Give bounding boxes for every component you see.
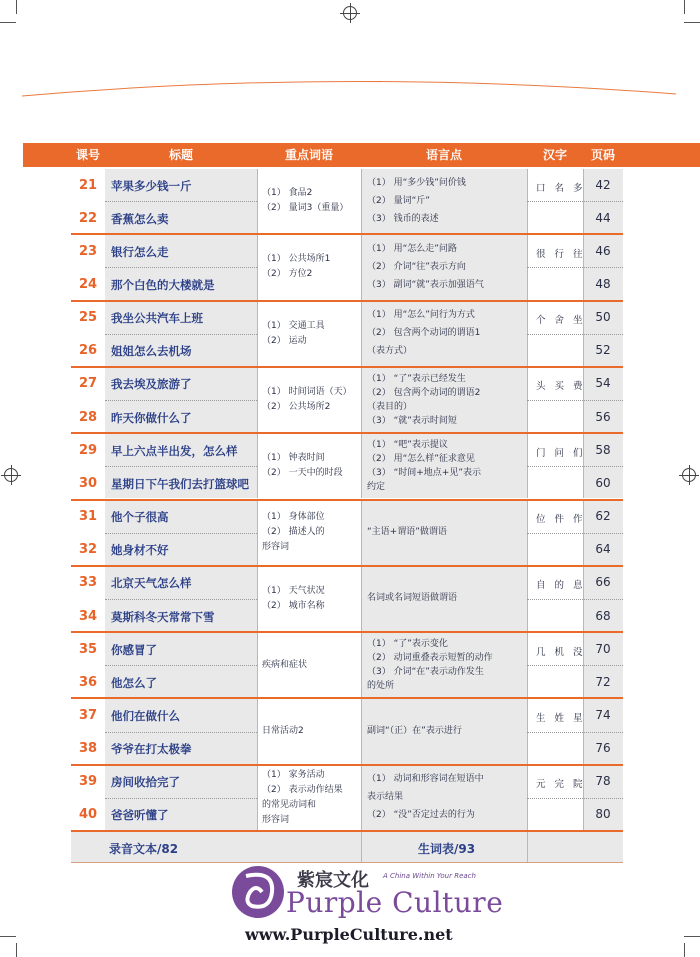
lesson-page: 62 [595,509,611,524]
lesson-characters: 头 买 费 [536,381,586,393]
vocab-item: 日常活动2 [262,726,304,737]
column-divider [361,699,362,763]
registration-mark-right [682,468,696,482]
row-divider [105,400,257,401]
column-divider [361,832,362,862]
row-divider [105,732,257,733]
vocab-item: （2） 表示动作结果 [262,784,343,795]
lesson-title[interactable]: 姐姐怎么去机场 [111,344,192,359]
lesson-page: 66 [595,575,611,590]
lesson-number: 34 [78,608,98,624]
row-divider [527,599,623,600]
vocab-item: （2） 城市名称 [262,600,325,611]
lesson-number: 36 [78,674,98,690]
lesson-number: 39 [78,774,98,790]
column-divider [361,302,362,366]
vocab-item: （1） 时间词语（天） [262,387,352,398]
transcripts-link[interactable]: 录音文本/82 [109,842,179,856]
column-divider [361,169,362,233]
lesson-title[interactable]: 我去埃及旅游了 [111,377,192,392]
vocab-item: 的常见动词和 [262,799,317,810]
lesson-title[interactable]: 他们在做什么 [111,708,180,723]
brand-chinese-name: 紫宸文化 [297,870,369,891]
vocab-cell [257,169,361,233]
column-divider [527,832,528,862]
lesson-page: 64 [595,542,611,557]
grammar-point: （3） 副词“就”表示加强语气 [367,279,484,290]
crop-mark [0,22,16,23]
registration-mark-top [343,6,357,20]
vocab-item: （1） 食品2 [262,188,313,199]
lesson-page: 56 [595,409,611,424]
vocab-cell [257,434,361,498]
header-title: 标题 [168,148,193,162]
row-divider [527,466,623,467]
vocab-item: （1） 身体部位 [262,512,325,523]
lesson-page: 58 [595,442,611,457]
lesson-title[interactable]: 房间收拾完了 [111,775,180,790]
row-divider [527,201,623,202]
column-divider [361,766,362,830]
vocab-item: （2） 运动 [262,335,307,346]
row-divider [105,334,257,335]
lesson-title[interactable]: 香蕉怎么卖 [111,211,169,226]
lesson-number: 35 [78,641,98,657]
vocab-item: 疾病和症状 [262,659,308,670]
crop-mark [16,943,17,957]
lesson-page: 78 [595,774,611,789]
column-divider [257,434,258,498]
lesson-number: 30 [78,475,98,491]
grammar-point: （3） “就”表示时间短 [367,415,457,426]
crop-mark [684,936,700,937]
lesson-page: 48 [595,277,611,292]
lesson-characters: 口 名 多 [536,182,586,194]
row-divider [527,732,623,733]
lesson-page: 60 [595,475,611,490]
grammar-point: （2） 包含两个动词的谓语1 [367,328,481,339]
lesson-page: 54 [595,376,611,391]
grammar-point: 名词或名词短语做谓语 [367,593,458,604]
grammar-point: （3） 介词“在”表示动作发生 [367,666,484,677]
vocab-item: （1） 天气状况 [262,585,325,596]
lesson-title[interactable]: 莫斯科冬天常常下雪 [111,609,215,624]
lesson-number: 23 [78,243,98,259]
column-divider [257,501,258,565]
lesson-page: 74 [595,707,611,722]
lesson-title[interactable]: 我坐公共汽车上班 [111,311,203,326]
registration-mark-left [4,468,18,482]
row-divider [527,400,623,401]
glossary-link[interactable]: 生词表/93 [418,842,476,856]
brand-tagline: A China Within Your Reach [383,872,476,880]
grammar-point: “主语+谓语”做谓语 [367,527,447,538]
lesson-number: 29 [78,442,98,458]
grammar-point: （2） 动词重叠表示短暂的动作 [367,652,493,663]
grammar-point: （3） 钱币的表述 [367,213,439,224]
grammar-point: （1） “吧”表示提议 [367,439,448,450]
lesson-page: 44 [595,210,611,225]
row-divider [527,798,623,799]
vocab-item: 形容词 [262,542,290,553]
lesson-number: 40 [78,807,98,823]
lesson-number: 32 [78,542,98,558]
lesson-title[interactable]: 他怎么了 [111,675,157,690]
vocab-item: 形容词 [262,814,290,825]
crop-mark [684,22,700,23]
grammar-point: 的处所 [367,680,395,691]
column-divider [361,235,362,299]
header-grammar: 语言点 [425,148,462,162]
crop-mark [684,943,685,957]
column-divider [257,235,258,299]
lesson-title[interactable]: 昨天你做什么了 [111,410,192,425]
lesson-title[interactable]: 北京天气怎么样 [111,576,192,591]
lesson-title[interactable]: 那个白色的大楼就是 [111,278,215,293]
grammar-point: （1） 用“多少钱”问价钱 [367,177,466,188]
lesson-title[interactable]: 早上六点半出发，怎么样 [111,443,238,458]
vocab-item: （2） 描述人的 [262,527,325,538]
lesson-characters: 门 问 们 [536,447,586,459]
lesson-page: 68 [595,608,611,623]
vocab-item: （1） 家务活动 [262,769,325,780]
row-divider [527,665,623,666]
column-divider [361,434,362,498]
vocab-cell [257,302,361,366]
column-divider [361,501,362,565]
purple-culture-logo [230,862,288,924]
lesson-page: 70 [595,641,611,656]
grammar-point: （2） 用“怎么样”征求意见 [367,453,475,464]
crop-mark [16,0,17,14]
grammar-point: （表目的） [367,401,413,412]
column-divider [257,368,258,432]
vocab-item: （1） 交通工具 [262,320,325,331]
row-divider [105,201,257,202]
grammar-point: （表方式） [367,346,413,357]
lesson-title[interactable]: 你感冒了 [111,642,157,657]
column-divider [257,699,258,763]
decorative-curve [0,60,700,120]
vocab-cell [257,567,361,631]
lesson-number: 24 [78,277,98,293]
lesson-number: 37 [78,707,98,723]
lesson-number: 26 [78,343,98,359]
grammar-point: （2） 量词“斤” [367,195,430,206]
grammar-point: 约定 [367,481,386,492]
lesson-number: 22 [78,210,98,226]
crop-mark [684,0,685,14]
lesson-number: 21 [78,177,98,193]
lesson-number: 25 [78,310,98,326]
vocab-item: （1） 公共场所1 [262,254,331,265]
header-page: 页码 [590,148,615,162]
lesson-page: 50 [595,310,611,325]
lesson-title[interactable]: 爷爷在打太极拳 [111,742,192,757]
row-divider [105,466,257,467]
lesson-characters: 生 姓 星 [536,712,586,724]
grammar-point: （1） “了”表示变化 [367,638,448,649]
grammar-point: （3） “时间+地点+见”表示 [367,467,481,478]
lesson-number: 27 [78,376,98,392]
header-vocab: 重点词语 [284,148,333,162]
lesson-characters: 自 的 息 [536,580,586,592]
grammar-point: （1） 动词和形容词在短语中 [367,774,484,785]
vocab-item: （2） 量词3（重量） [262,203,349,214]
row-divider [105,665,257,666]
lesson-title[interactable]: 爸爸听懂了 [111,808,169,823]
grammar-point: （1） “了”表示已经发生 [367,373,466,384]
lesson-page: 72 [595,674,611,689]
header-lesson: 课号 [75,148,100,162]
lesson-page: 52 [595,343,611,358]
lesson-page: 42 [595,177,611,192]
row-divider [527,334,623,335]
grammar-point: （1） 用“怎么走”问路 [367,243,457,254]
vocab-cell [257,368,361,432]
column-divider [361,633,362,697]
lesson-title[interactable]: 他个子很高 [111,510,169,525]
header-chars: 汉字 [542,148,567,162]
vocab-item: （1） 钟表时间 [262,453,325,464]
lesson-title[interactable]: 她身材不好 [111,543,169,558]
vocab-item: （2） 方位2 [262,269,313,280]
lesson-characters: 元 完 院 [536,779,586,791]
lesson-characters: 个 舍 坐 [536,315,586,327]
vocab-item: （2） 公共场所2 [262,402,331,413]
lesson-characters: 很 行 往 [536,248,586,260]
row-divider [105,599,257,600]
grammar-point: （2） 包含两个动词的谓语2 [367,387,481,398]
crop-mark [0,936,16,937]
column-divider [257,567,258,631]
lesson-page: 80 [595,807,611,822]
column-divider [361,368,362,432]
lesson-title[interactable]: 银行怎么走 [111,244,169,259]
lesson-number: 33 [78,575,98,591]
lesson-title[interactable]: 星期日下午我们去打篮球吧 [111,476,249,491]
lesson-characters: 位 件 作 [536,514,586,526]
column-divider [361,567,362,631]
grammar-point: 表示结果 [367,792,404,803]
brand-english-name: Purple Culture [286,886,504,919]
row-divider [105,798,257,799]
lesson-page: 46 [595,243,611,258]
row-divider [105,267,257,268]
grammar-point: （1） 用“怎么”问行为方式 [367,310,475,321]
column-divider [257,633,258,697]
grammar-point: （2） 介词“往”表示方向 [367,261,466,272]
column-divider [257,169,258,233]
lesson-title[interactable]: 苹果多少钱一斤 [111,178,192,193]
row-divider [527,533,623,534]
lesson-number: 28 [78,409,98,425]
vocab-item: （2） 一天中的时段 [262,468,343,479]
footer-divider [71,862,623,863]
row-divider [105,533,257,534]
brand-url: www.PurpleCulture.net [245,925,453,944]
lesson-page: 76 [595,741,611,756]
column-divider [257,766,258,830]
grammar-point: 副词“（正）在”表示进行 [367,726,462,737]
column-divider [257,302,258,366]
row-divider [527,267,623,268]
lesson-number: 31 [78,509,98,525]
lesson-number: 38 [78,741,98,757]
grammar-point: （2） “没”否定过去的行为 [367,810,475,821]
vocab-cell [257,235,361,299]
lesson-characters: 几 机 没 [536,646,586,658]
